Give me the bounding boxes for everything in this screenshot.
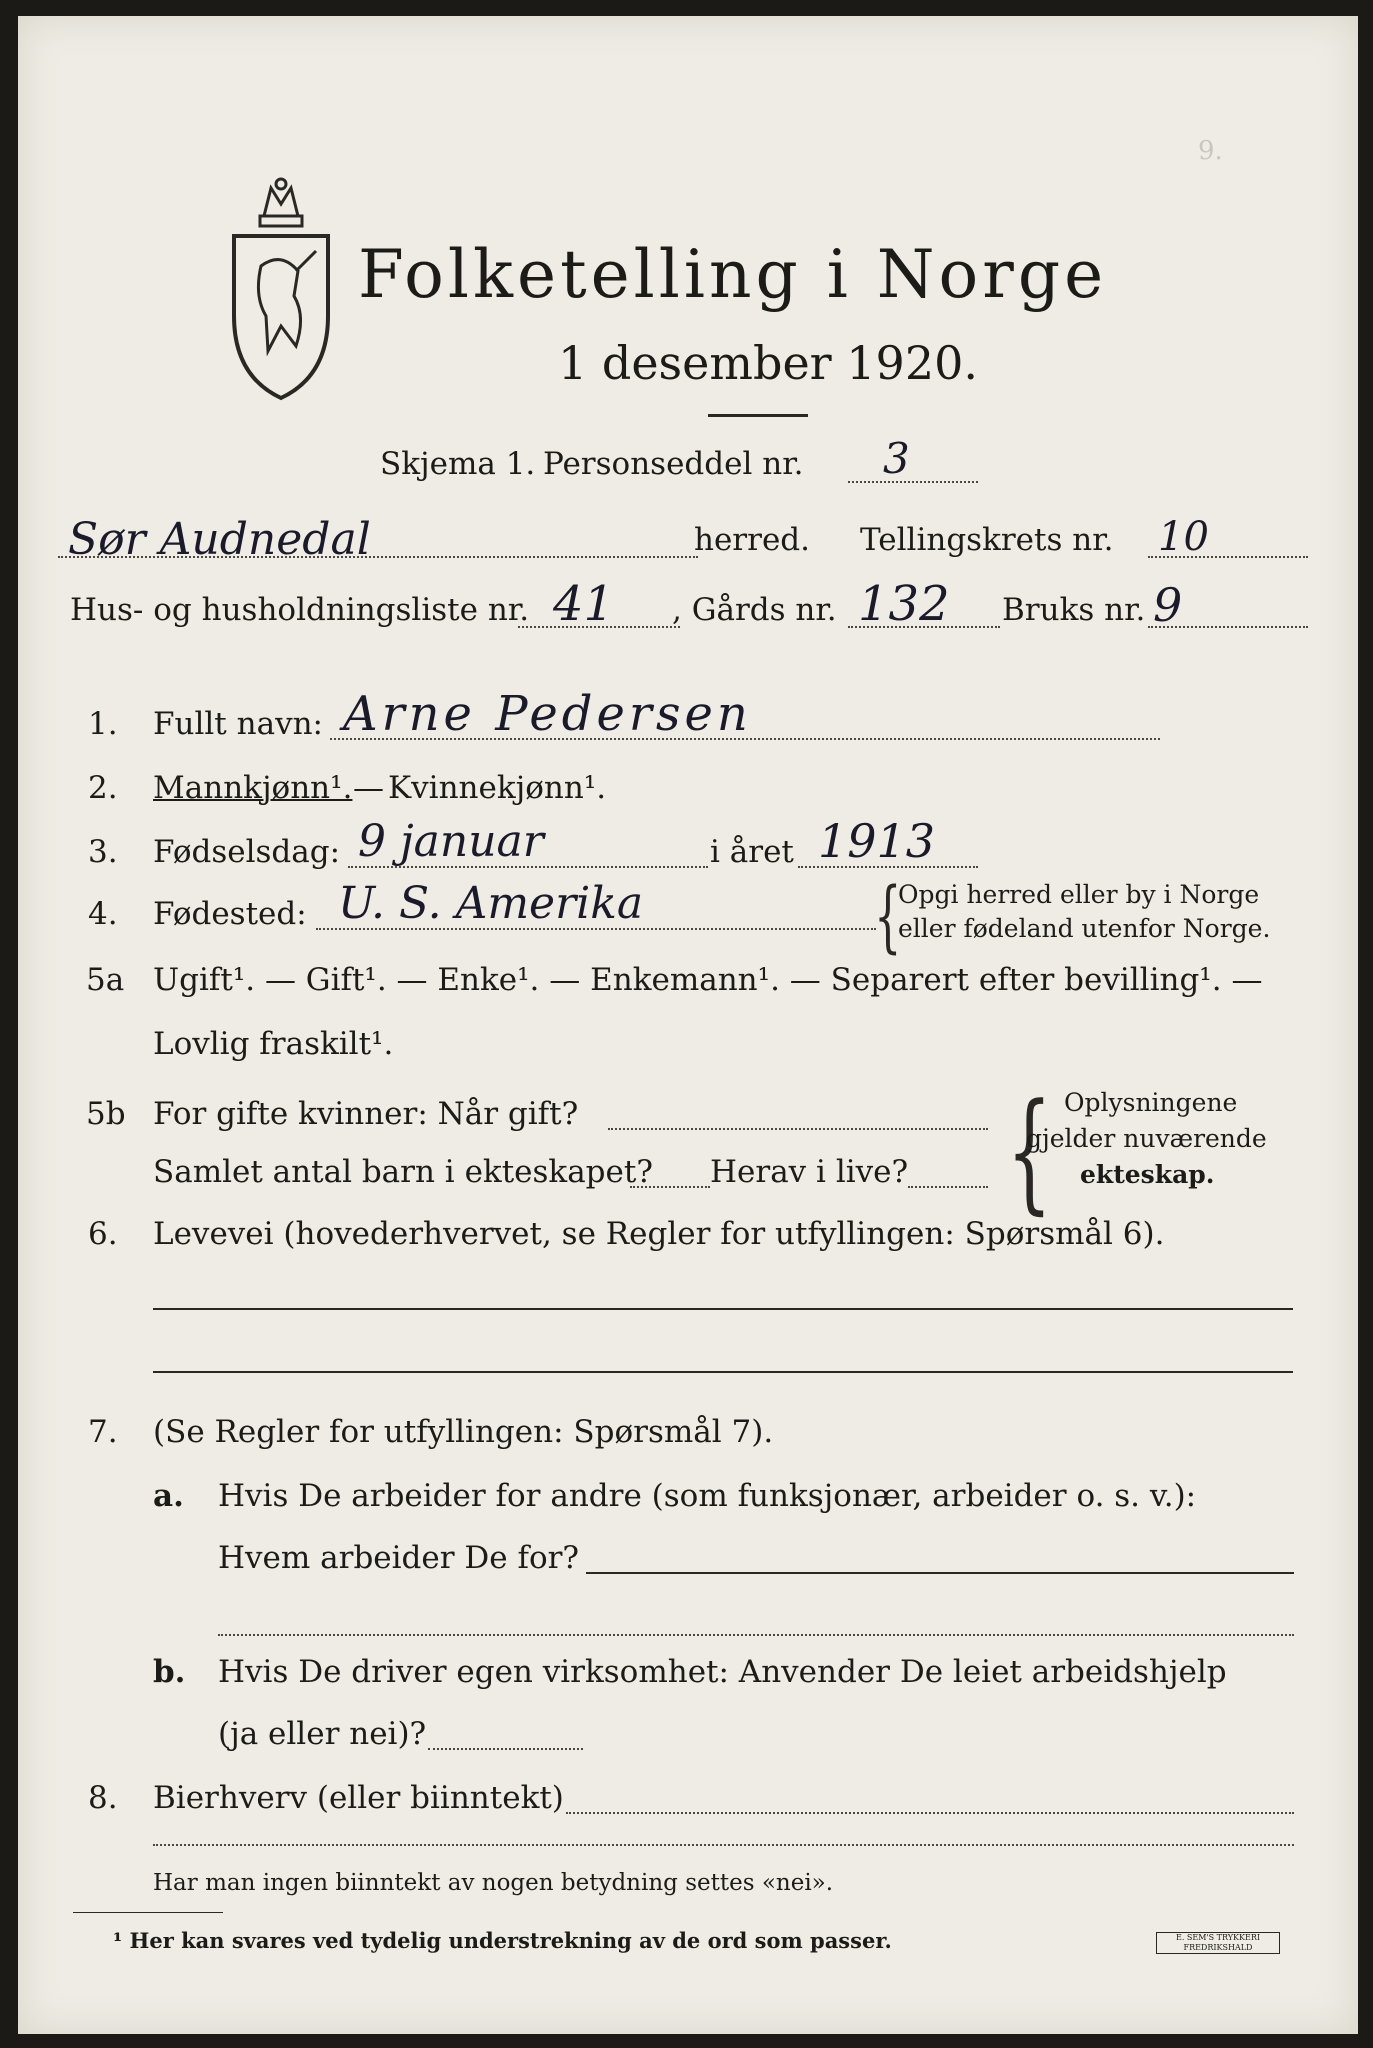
q5b-alive-field-line <box>908 1186 988 1188</box>
q6-label: Levevei (hovederhvervet, se Regler for utfyllingen: Spørsmål 6). <box>153 1216 1165 1252</box>
q4-birthplace-value[interactable]: U. S. Amerika <box>338 878 644 929</box>
personseddel-field-line <box>848 481 978 483</box>
q5a-number: 5a <box>86 962 125 998</box>
printer-stamp: E. SEM'S TRYKKERI FREDRIKSHALD <box>1156 1932 1280 1954</box>
q7b-letter: b. <box>153 1654 186 1690</box>
q5b-note-line2: gjelder nuværende <box>1026 1124 1267 1153</box>
q3-label: Fødselsdag: <box>153 834 341 870</box>
q5b-when-married-label: For gifte kvinner: Når gift? <box>153 1096 579 1132</box>
q5b-brace: { <box>1006 1075 1053 1227</box>
q7b-yesno-label: (ja eller nei)? <box>218 1716 427 1752</box>
q5b-when-married-field-line <box>608 1128 988 1130</box>
q6-number: 6. <box>88 1216 118 1252</box>
q7b-yesno-field[interactable] <box>428 1748 583 1750</box>
q5b-number: 5b <box>86 1096 126 1132</box>
q2-female-option[interactable]: Kvinnekjønn¹. <box>388 770 607 806</box>
q2-male-option[interactable]: Mannkjønn¹. <box>153 770 353 806</box>
coat-of-arms-icon <box>226 176 336 406</box>
q3-birthdate-value[interactable]: 9 januar <box>358 816 544 867</box>
herred-label: herred. <box>694 522 810 558</box>
q5b-note-line1: Oplysningene <box>1064 1088 1238 1117</box>
q7-number: 7. <box>88 1414 118 1450</box>
census-form-page <box>18 16 1358 2034</box>
footnote-divider <box>73 1912 223 1913</box>
form-title: Folketelling i Norge <box>358 236 1108 313</box>
personseddel-value[interactable]: 3 <box>883 434 910 483</box>
q5b-alive-label: Herav i live? <box>710 1154 909 1190</box>
personseddel-label: Personseddel nr. <box>543 446 804 482</box>
husliste-value[interactable]: 41 <box>553 576 615 632</box>
q2-separator: — <box>353 770 384 806</box>
gards-value[interactable]: 132 <box>858 576 950 632</box>
husliste-label: Hus- og husholdningsliste nr. <box>70 592 530 628</box>
q8-number: 8. <box>88 1780 118 1816</box>
q3-year-label: i året <box>710 834 794 870</box>
title-divider <box>708 414 808 417</box>
q5b-children-label: Samlet antal barn i ekteskapet? <box>153 1154 653 1190</box>
q7a-question: Hvis De arbeider for andre (som funksjonær, arbeider o. s. v.): <box>218 1478 1197 1514</box>
q5b-children-field-line <box>630 1186 710 1188</box>
schema-label: Skjema 1. <box>380 446 536 482</box>
bruks-label: Bruks nr. <box>1002 592 1146 628</box>
q4-brace: { <box>874 872 902 962</box>
footnote: ¹ Her kan svares ved tydelig understrekning av de ord som passer. <box>113 1928 892 1953</box>
q1-number: 1. <box>88 706 118 742</box>
q7a-employer-label: Hvem arbeider De for? <box>218 1540 580 1576</box>
tellingskrets-label: Tellingskrets nr. <box>860 522 1114 558</box>
q4-number: 4. <box>88 896 118 932</box>
tellingskrets-value[interactable]: 10 <box>1158 514 1209 560</box>
bleed-through-text: 9. <box>1198 136 1223 166</box>
q4-note-line2: eller fødeland utenfor Norge. <box>898 914 1271 943</box>
gards-label: , Gårds nr. <box>672 592 837 628</box>
form-date: 1 desember 1920. <box>558 336 978 390</box>
q7-label: (Se Regler for utfyllingen: Spørsmål 7). <box>153 1414 774 1450</box>
herred-value[interactable]: Sør Audnedal <box>68 514 371 565</box>
q1-full-name-value[interactable]: Arne Pedersen <box>343 686 752 742</box>
q8-label: Bierhverv (eller biinntekt) <box>153 1780 564 1816</box>
q2-number: 2. <box>88 770 118 806</box>
bruks-value[interactable]: 9 <box>1153 578 1183 632</box>
q6-answer-line-2[interactable] <box>153 1371 1293 1373</box>
q7a-letter: a. <box>153 1478 184 1514</box>
bottom-note: Har man ingen biinntekt av nogen betydning settes «nei». <box>153 1870 834 1896</box>
q4-note-line1: Opgi herred eller by i Norge <box>898 880 1260 909</box>
q7a-employer-field-2[interactable] <box>218 1634 1294 1636</box>
q5a-options-line1[interactable]: Ugift¹. — Gift¹. — Enke¹. — Enkemann¹. — Separert efter bevilling¹. — <box>153 962 1263 998</box>
q6-answer-line-1[interactable] <box>153 1308 1293 1310</box>
q5a-options-line2[interactable]: Lovlig fraskilt¹. <box>153 1026 394 1062</box>
q7b-question: Hvis De driver egen virksomhet: Anvender De leiet arbeidshjelp <box>218 1654 1227 1690</box>
q1-label: Fullt navn: <box>153 706 323 742</box>
q5b-note-line3: ekteskap. <box>1080 1160 1215 1189</box>
q3-number: 3. <box>88 834 118 870</box>
q8-field-line[interactable] <box>566 1812 1294 1814</box>
q7a-employer-field[interactable] <box>586 1572 1294 1574</box>
q8-field-line-2[interactable] <box>153 1844 1294 1846</box>
q4-label: Fødested: <box>153 896 307 932</box>
q3-birthyear-value[interactable]: 1913 <box>818 814 936 868</box>
